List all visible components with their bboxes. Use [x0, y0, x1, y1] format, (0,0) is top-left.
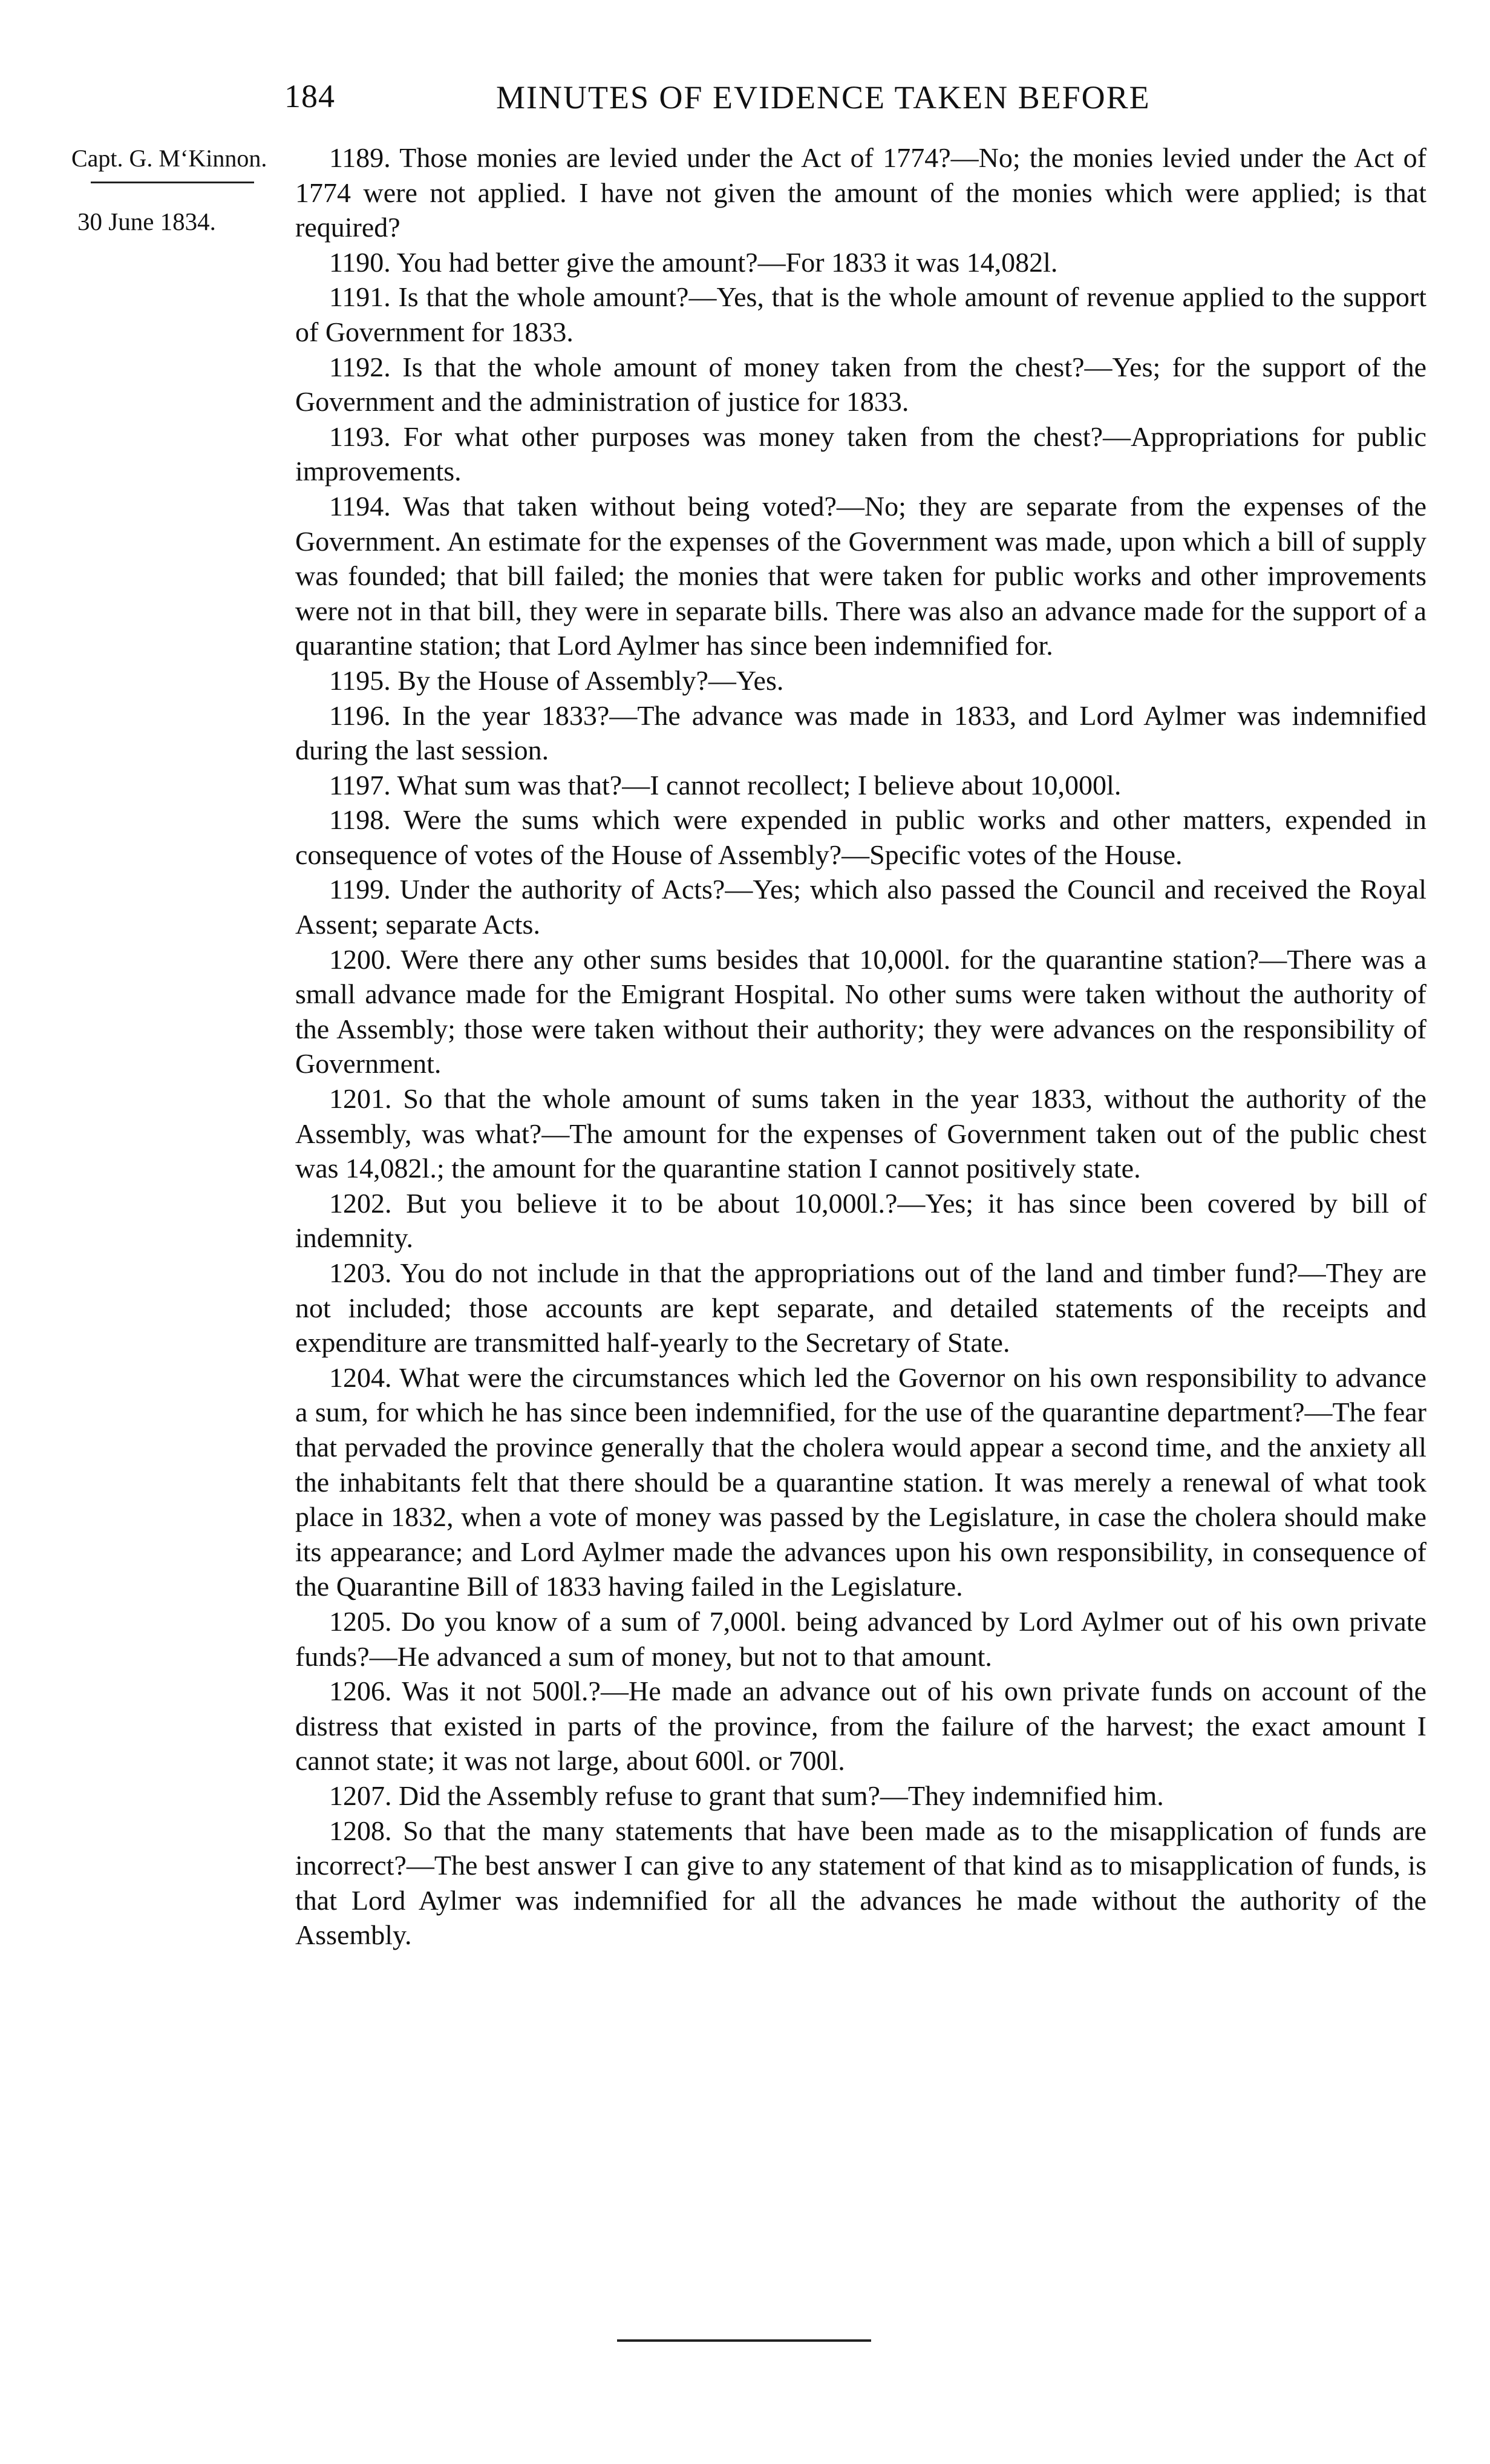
evidence-entry-1206: 1206. Was it not 500l.?—He made an advance out of his own private funds on account of the distress that existed in parts of the province, from the failure of the harvest; the exact amount I cannot state; it was not large, about 600l. or 700l. — [295, 1676, 1426, 1777]
evidence-entry-1203: 1203. You do not include in that the appropriations out of the land and timber fund?—They are not included; those accounts are kept separate, and detailed statements of the receipts and expenditure are transmitted half-yearly to the Secretary of State. — [295, 1257, 1426, 1358]
evidence-entry-1191: 1191. Is that the whole amount?—Yes, that is the whole amount of revenue applied to the support of Government for 1833. — [295, 281, 1426, 347]
evidence-entry-1199: 1199. Under the authority of Acts?—Yes; which also passed the Council and received the Royal Assent; separate Acts. — [295, 874, 1426, 940]
evidence-entry-1197: 1197. What sum was that?—I cannot recollect; I believe about 10,000l. — [329, 769, 1122, 801]
evidence-entry-1198: 1198. Were the sums which were expended in public works and other matters, expended in consequence of votes of the House of Assembly?—Specific votes of the House. — [295, 804, 1426, 870]
margin-date: 30 June 1834. — [77, 208, 216, 235]
evidence-entry-1194: 1194. Was that taken without being voted?—No; they are separate from the expenses of the Government. An estimate for the expenses of the Government was made, upon which a bill of supply was founded; that bill failed; the monies that were taken for public works and other improvements were not in that bill, they were in separate bills. There was also an advance made for the support of a quarantine station; that Lord Aylmer has since been indemnified for. — [295, 490, 1426, 661]
evidence-entry-1207: 1207. Did the Assembly refuse to grant that sum?—They indemnified him. — [329, 1780, 1164, 1811]
end-rule — [617, 2339, 871, 2342]
evidence-entry-1192: 1192. Is that the whole amount of money taken from the chest?—Yes; for the support of the Government and the administration of justice for 1833. — [295, 351, 1426, 418]
evidence-entry-1208: 1208. So that the many statements that have been made as to the misapplication of funds are incorrect?—The best answer I can give to any statement of that kind as to misapplication of funds, is that Lord Aylmer was indemnified for all the advances he made without the authority of the Assembly. — [295, 1815, 1426, 1951]
evidence-entry-1189: 1189. Those monies are levied under the Act of 1774?—No; the monies levied under the Act of 1774 were not applied. I have not given the amount of the monies which were applied; is that required? — [295, 142, 1426, 243]
page-number: 184 — [284, 78, 335, 114]
evidence-entry-1196: 1196. In the year 1833?—The advance was made in 1833, and Lord Aylmer was indemnified during the last session. — [295, 700, 1426, 766]
evidence-body — [295, 140, 1426, 1953]
margin-witness-name: Capt. G. M‘Kinnon. — [71, 145, 267, 172]
evidence-entry-1202: 1202. But you believe it to be about 10,000l.?—Yes; it has since been covered by bill of indemnity. — [295, 1187, 1426, 1254]
evidence-entry-1204: 1204. What were the circumstances which led the Governor on his own responsibility to advance a sum, for which he has since been indemnified, for the use of the quarantine department?—The fear that pervaded the province generally that the cholera would appear a second time, and the anxiety all the inhabitants felt that there should be a quarantine station. It was merely a renewal of what took place in 1832, when a vote of money was passed by the Legislature, in case the cholera should make its appearance; and Lord Aylmer made the advances upon his own responsibility, in consequence of the Quarantine Bill of 1833 having failed in the Legislature. — [295, 1361, 1426, 1602]
running-head: MINUTES OF EVIDENCE TAKEN BEFORE — [496, 79, 1151, 116]
evidence-entry-1201: 1201. So that the whole amount of sums taken in the year 1833, without the authority of the Assembly, was what?—The amount for the expenses of Government taken out of the public chest was 14,082l.; the amount for the quarantine station I cannot positively state. — [295, 1083, 1426, 1184]
margin-divider — [91, 182, 254, 183]
evidence-entry-1193: 1193. For what other purposes was money taken from the chest?—Appropriations for public improvements. — [295, 421, 1426, 487]
evidence-entry-1200: 1200. Were there any other sums besides that 10,000l. for the quarantine station?—There was a small advance made for the Emigrant Hospital. No other sums were taken without the authority of the Assembly; those were taken without their authority; they were advances on the responsibility of Government. — [295, 943, 1426, 1080]
evidence-entry-1205: 1205. Do you know of a sum of 7,000l. being advanced by Lord Aylmer out of his own private funds?—He advanced a sum of money, but not to that amount. — [295, 1605, 1426, 1672]
evidence-entry-1195: 1195. By the House of Assembly?—Yes. — [329, 664, 784, 696]
evidence-entry-1190: 1190. You had better give the amount?—For 1833 it was 14,082l. — [329, 246, 1058, 278]
